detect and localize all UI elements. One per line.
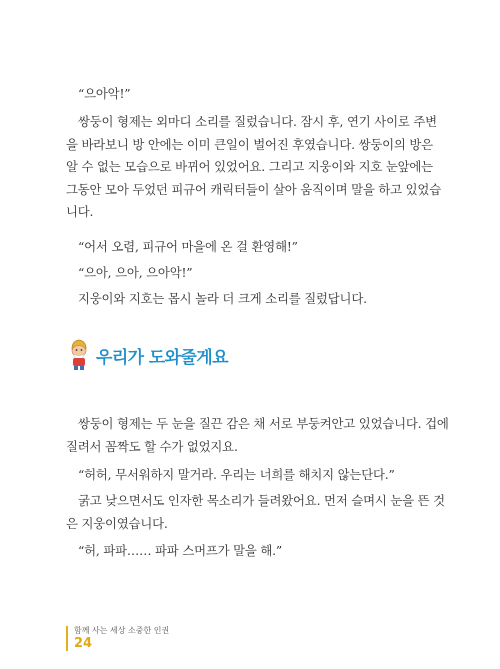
text-line: 쌍둥이 형제는 외마디 소리를 질렀습니다. 잠시 후, 연기 사이로 주변 (78, 114, 437, 129)
paragraph-papa-speech (66, 464, 436, 487)
papa-smurf-icon (68, 339, 90, 371)
text-line: “으아악!” (78, 86, 131, 101)
paragraph-narration-1 (66, 111, 441, 224)
text-line: 그동안 모아 두었던 피규어 캐릭터들이 살아 움직이며 말을 하고 있었습 (66, 181, 441, 197)
text-line: “허, 파파…… 파파 스머프가 말을 해.” (78, 543, 283, 558)
text-line: 쌍둥이 형제는 두 눈을 질끈 감은 채 서로 부둥켜안고 있었습니다. 겁에 (78, 416, 449, 431)
section-heading (68, 339, 228, 371)
paragraph-welcome (66, 236, 436, 259)
paragraph-scream (66, 262, 436, 285)
paragraph-narration-4 (66, 490, 445, 535)
paragraph-narration-2 (66, 288, 436, 311)
text-line: “어서 오렴, 피규어 마을에 온 걸 환영해!” (78, 239, 298, 254)
text-line: 굵고 낮으면서도 인자한 목소리가 들려왔어요. 먼저 슬며시 눈을 뜬 것 (78, 493, 445, 508)
text-line: 알 수 없는 모습으로 바뀌어 있었어요. 그리고 지웅이와 지호 눈앞에는 (66, 159, 433, 174)
paragraph-narration-3 (66, 413, 449, 458)
page-number: 24 (74, 636, 93, 651)
book-title: 함께 사는 세상 소중한 인권 (74, 626, 170, 635)
text-line: 니다. (66, 204, 94, 219)
paragraph-shout (66, 83, 436, 106)
text-line: 은 지웅이였습니다. (66, 515, 168, 531)
paragraph-jiwoong-speech (66, 540, 436, 563)
page-footer (66, 626, 169, 651)
section-heading-text: 우리가 도와줄게요 (96, 347, 228, 368)
text-line: 질려서 꼼짝도 할 수가 없었지요. (66, 438, 238, 454)
text-line: “으아, 으아, 으아악!” (78, 265, 193, 280)
text-line: 을 바라보니 방 안에는 이미 큰일이 벌어진 후였습니다. 쌍둥이의 방은 (66, 136, 433, 152)
text-line: “허허, 무서워하지 말거라. 우리는 너희를 해치지 않는단다.” (78, 467, 395, 482)
text-line: 지웅이와 지호는 몹시 놀라 더 크게 소리를 질렀답니다. (78, 291, 367, 306)
